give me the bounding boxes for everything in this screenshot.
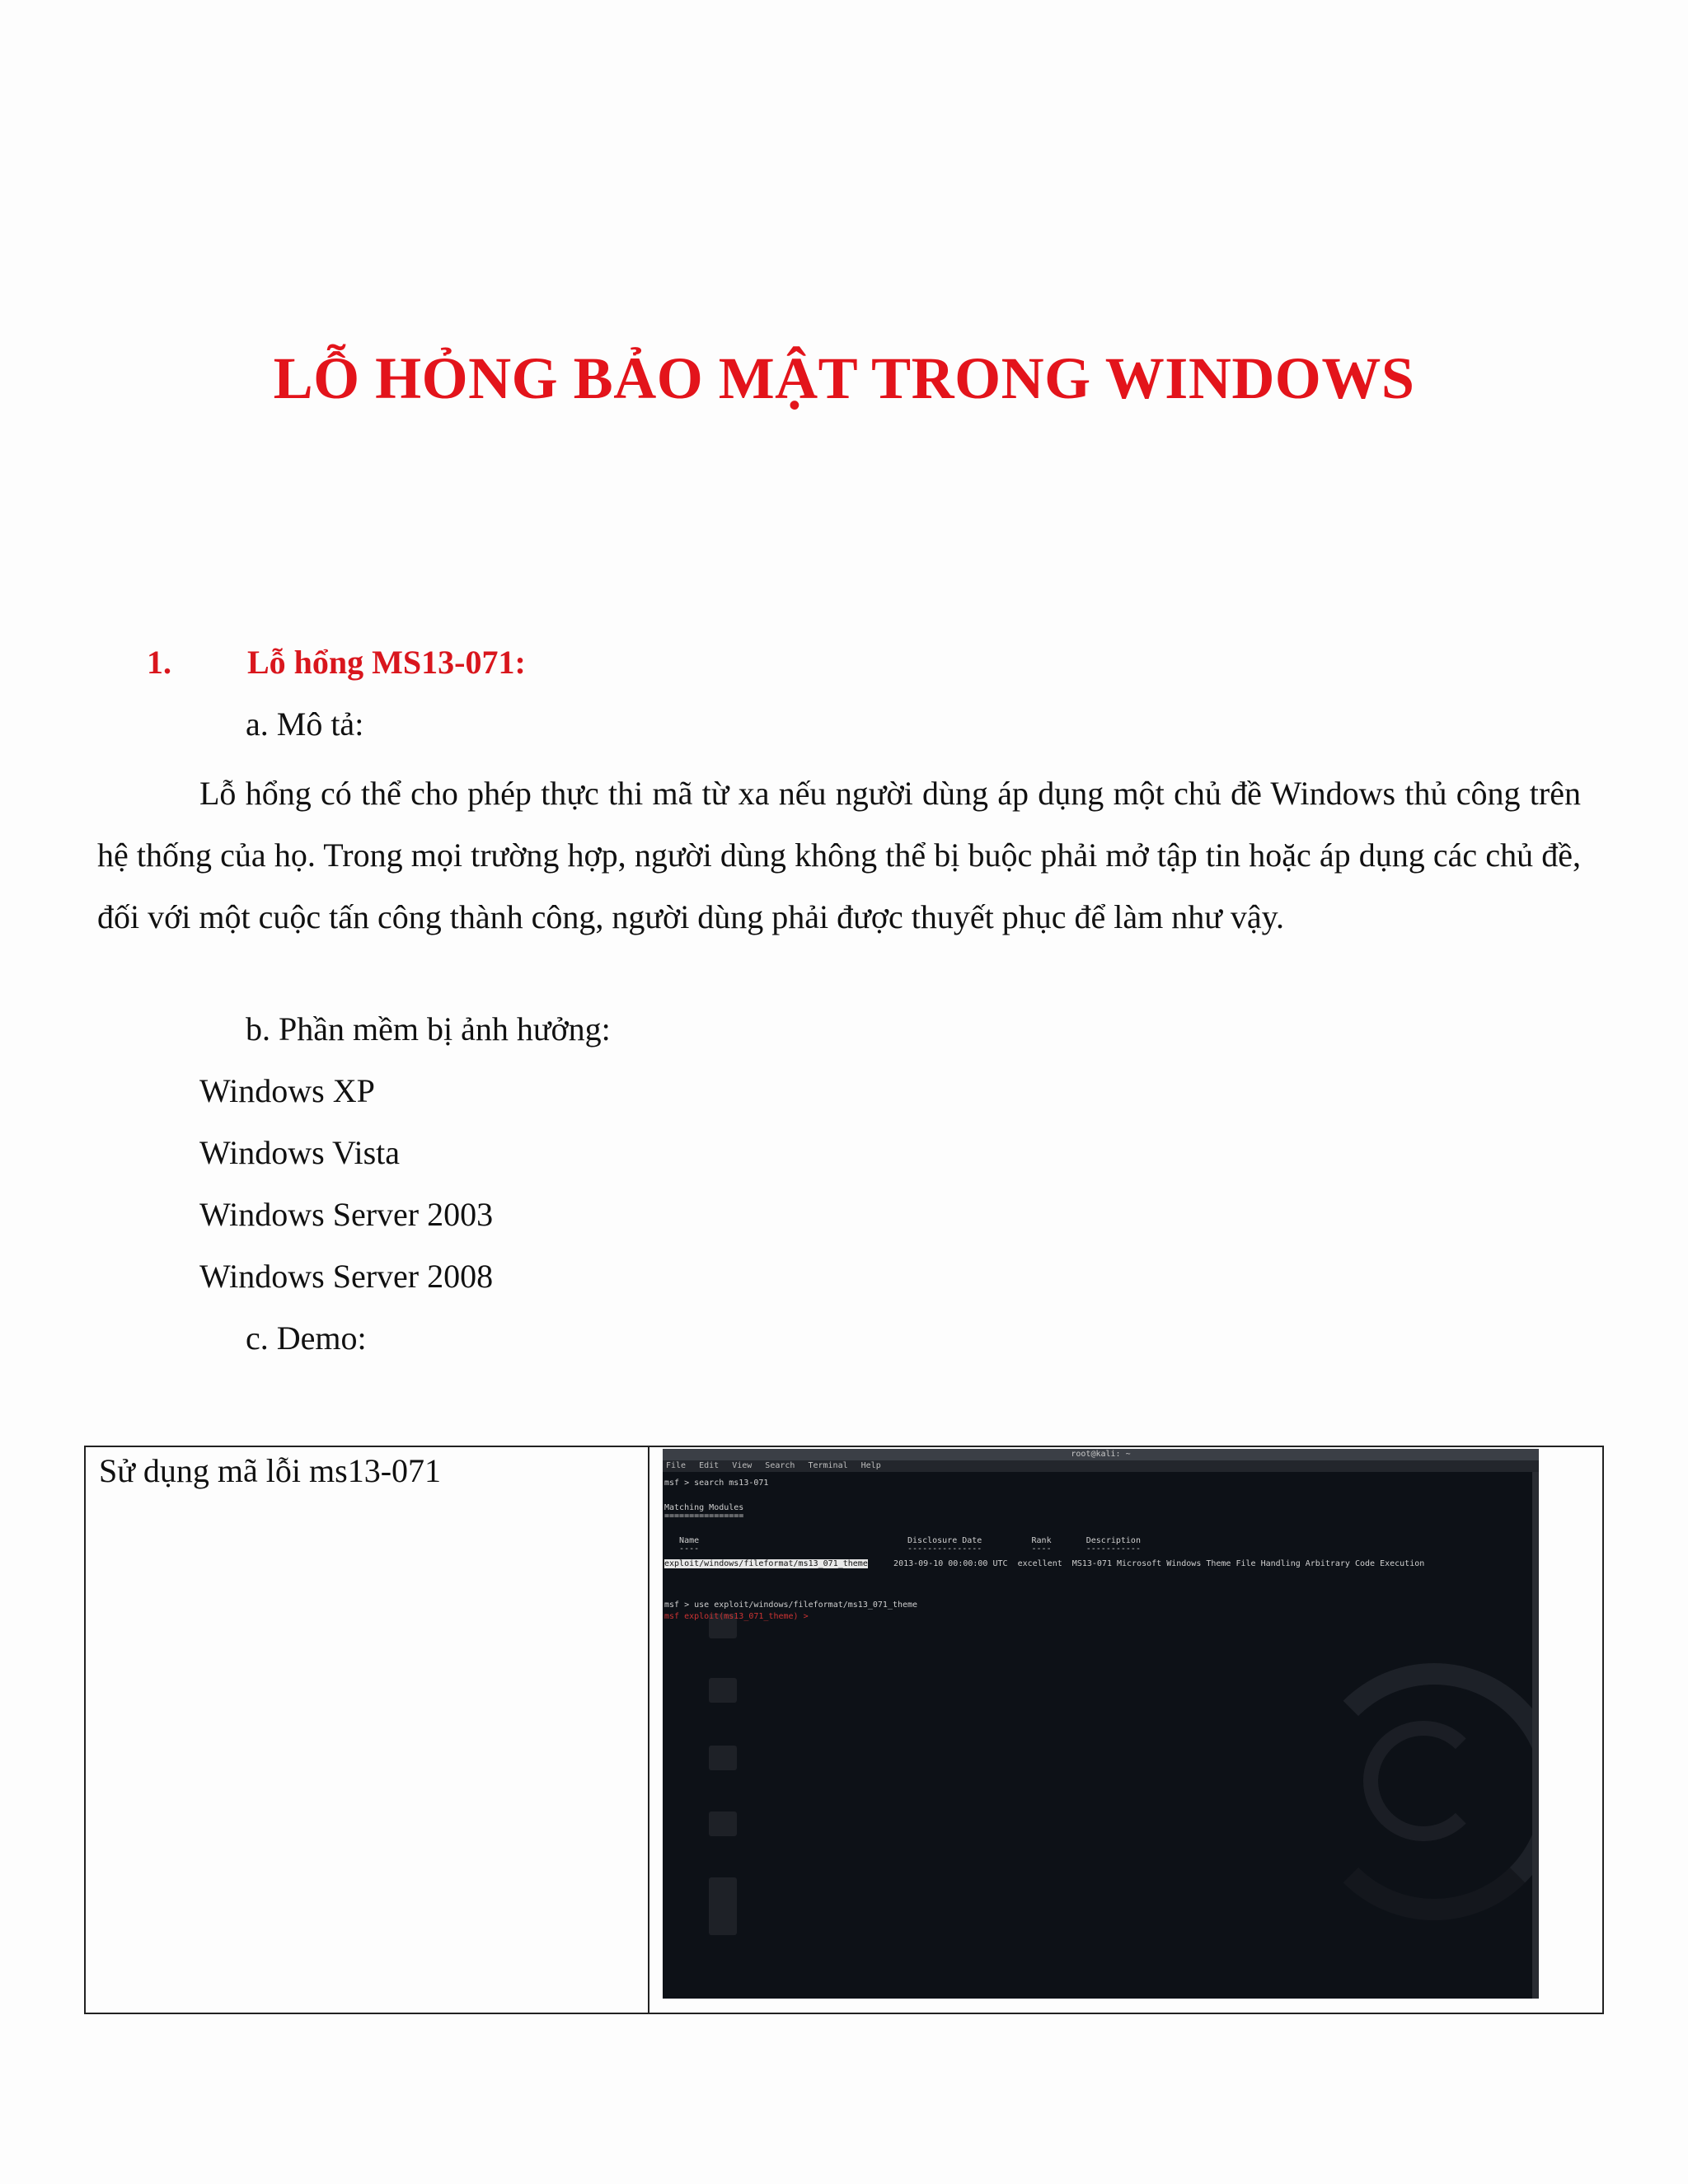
- subsection-b-heading: b. Phần mềm bị ảnh hưởng:: [246, 1010, 611, 1047]
- affected-item: Windows Server 2003: [199, 1196, 494, 1233]
- dock-icon: [709, 1877, 737, 1935]
- terminal-title: root@kali: ~: [1071, 1450, 1131, 1459]
- terminal-line: 2013-09-10 00:00:00 UTC excellent MS13-071 Microsoft Windows Theme File Handling Arbitrary Code Execution: [879, 1559, 1425, 1568]
- section-title: Lỗ hổng MS13-071:: [247, 644, 526, 681]
- terminal-line: Name Disclosure Date Rank Description: [664, 1536, 1141, 1545]
- terminal-prompt: msf exploit(ms13_071_theme) >: [664, 1612, 814, 1621]
- table-cell-divider: [648, 1447, 649, 2013]
- terminal-menubar: [663, 1460, 1539, 1472]
- terminal-line: msf > use exploit/windows/fileformat/ms13_071_theme: [664, 1601, 918, 1610]
- dock-icon: [709, 1811, 737, 1836]
- section-number: 1.: [147, 644, 171, 681]
- terminal-screenshot: [663, 1449, 1539, 1999]
- description-paragraph: Lỗ hổng có thể cho phép thực thi mã từ xa nếu người dùng áp dụng một chủ đề Windows thủ công trên hệ thống của họ. Trong mọi trường hợp, người dùng không thể bị buộc phải mở tập tin hoặc áp dụng các chủ đề, đối với một cuộc tấn công thành công, người dùng phải được thuyết phục để làm như vậy.: [97, 775, 1581, 935]
- terminal-line: Matching Modules: [664, 1503, 744, 1512]
- affected-item: Windows Server 2008: [199, 1258, 494, 1295]
- demo-table-left-cell: Sử dụng mã lỗi ms13-071: [99, 1452, 442, 1489]
- terminal-scrollbar: [1532, 1472, 1539, 1999]
- terminal-line: ---- --------------- ---- -----------: [664, 1544, 1141, 1554]
- affected-item: Windows XP: [199, 1072, 375, 1109]
- demo-table: [84, 1446, 1604, 2014]
- subsection-a-heading: a. Mô tả:: [246, 705, 364, 743]
- terminal-line: msf > search ms13-071: [664, 1479, 769, 1488]
- dock-icon: [709, 1746, 737, 1770]
- subsection-c-heading: c. Demo:: [246, 1319, 367, 1357]
- terminal-highlighted-module: exploit/windows/fileformat/ms13_071_theme: [664, 1559, 868, 1568]
- dock-icon: [709, 1678, 737, 1703]
- terminal-menu: File Edit View Search Terminal Help: [666, 1461, 881, 1470]
- terminal-line: ================: [664, 1511, 744, 1521]
- document-title: LỖ HỎNG BẢO MẬT TRONG WINDOWS: [273, 345, 1415, 411]
- debian-swirl-inner: [1363, 1721, 1484, 1841]
- affected-item: Windows Vista: [199, 1134, 401, 1171]
- terminal-titlebar: [663, 1449, 1539, 1460]
